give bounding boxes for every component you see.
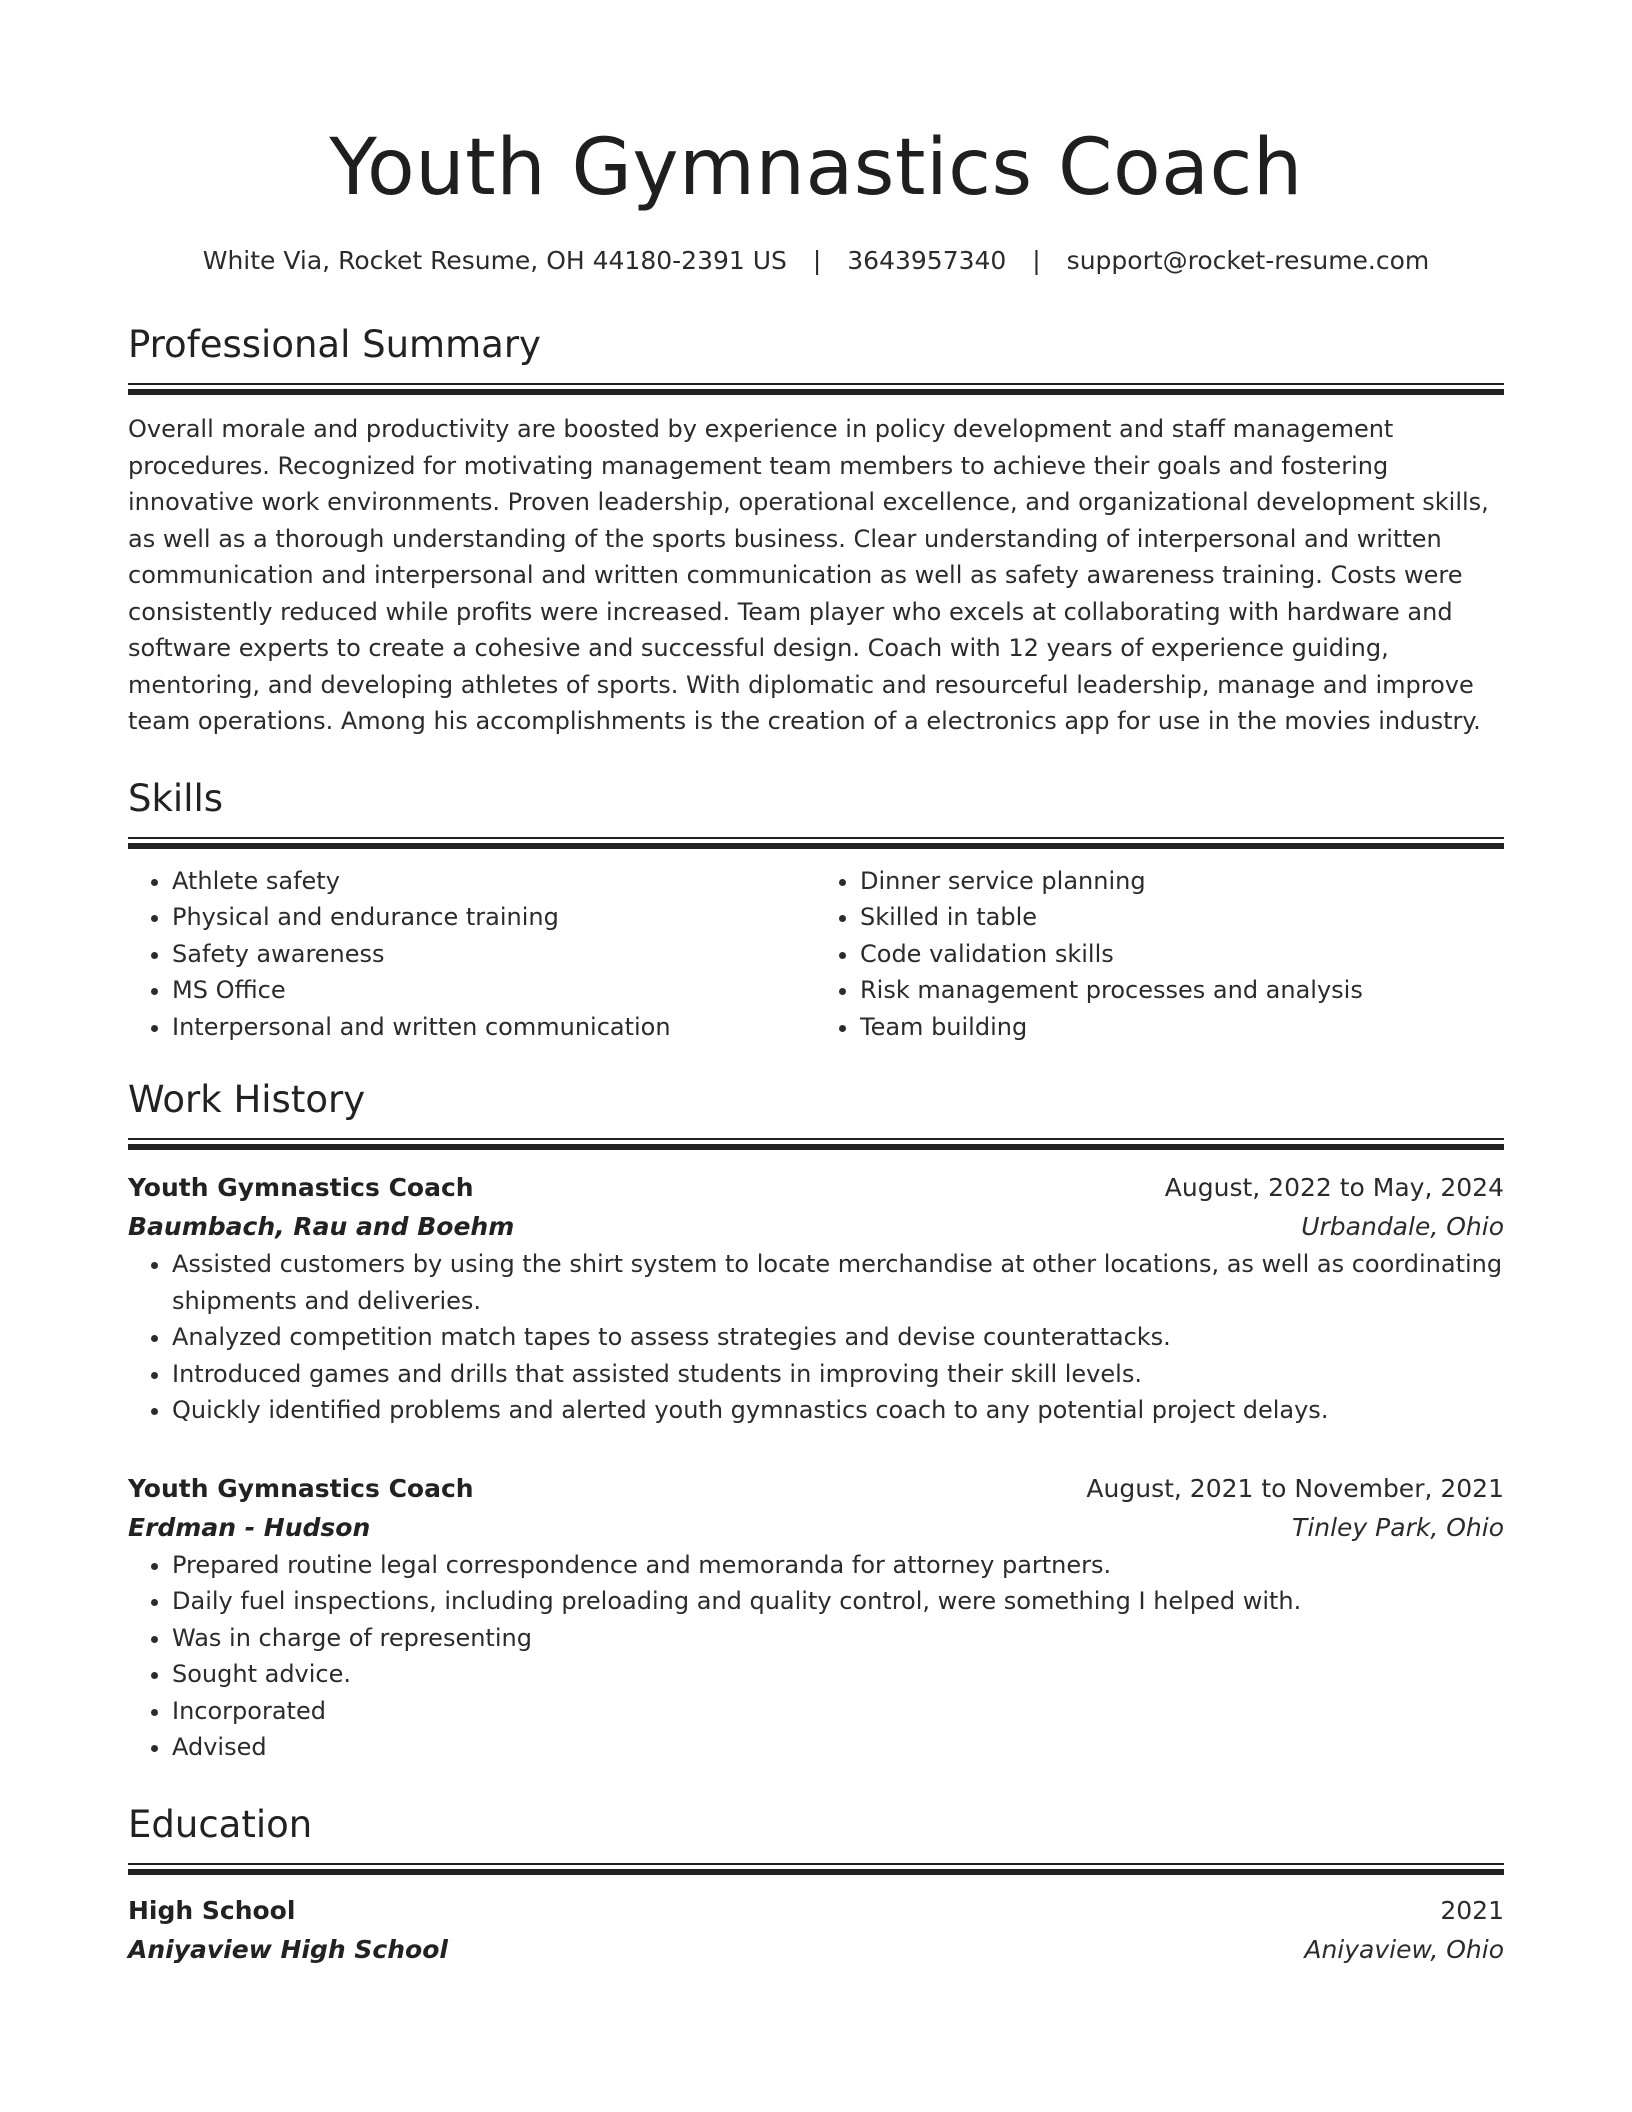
skill-item: • Athlete safety bbox=[172, 863, 816, 900]
education-heading: Education bbox=[128, 1802, 313, 1846]
job-dates: August, 2021 to November, 2021 bbox=[1086, 1473, 1504, 1503]
contact-line bbox=[128, 244, 1504, 278]
section-divider bbox=[128, 1863, 1504, 1875]
job-bullet: • Assisted customers by using the shirt system to locate merchandise at other locations, as well as coordinating shipments and deliveries. bbox=[172, 1246, 1504, 1319]
skill-item: • Team building bbox=[860, 1009, 1504, 1046]
job-employer: Baumbach, Rau and Boehm bbox=[128, 1212, 515, 1241]
education-entry bbox=[128, 1891, 1504, 1969]
education-header-row bbox=[128, 1891, 1504, 1930]
job-location: Tinley Park, Ohio bbox=[1292, 1512, 1504, 1542]
job-employer-row bbox=[128, 1508, 1504, 1547]
education-degree: High School bbox=[128, 1895, 296, 1925]
contact-separator: | bbox=[1032, 246, 1041, 275]
job-employer: Erdman - Hudson bbox=[128, 1512, 371, 1542]
summary-section bbox=[128, 320, 1504, 740]
candidate-name: Youth Gymnastics Coach bbox=[329, 123, 1303, 213]
job-bullet-list bbox=[128, 1547, 1504, 1766]
job-bullet: • Prepared routine legal correspondence and memoranda for attorney partners. bbox=[172, 1547, 1504, 1584]
job-location: Urbandale, Ohio bbox=[1301, 1212, 1504, 1241]
skills-heading: Skills bbox=[128, 776, 224, 820]
job-bullet: • Advised bbox=[172, 1729, 1504, 1766]
job-bullet: • Introduced games and drills that assisted students in improving their skill levels. bbox=[172, 1356, 1504, 1393]
skills-left-column bbox=[128, 863, 816, 1046]
job-bullet-list bbox=[128, 1246, 1504, 1429]
job-header-row bbox=[128, 1168, 1504, 1207]
contact-address: White Via, Rocket Resume, OH 44180-2391 US bbox=[202, 246, 787, 275]
skill-item: • Risk management processes and analysis bbox=[860, 972, 1504, 1009]
skill-item: • Dinner service planning bbox=[860, 863, 1504, 900]
section-divider bbox=[128, 837, 1504, 849]
section-divider bbox=[128, 383, 1504, 395]
job-bullet: • Daily fuel inspections, including preloading and quality control, were something I helped with. bbox=[172, 1583, 1504, 1620]
education-school: Aniyaview High School bbox=[128, 1934, 448, 1964]
education-year: 2021 bbox=[1440, 1895, 1504, 1925]
job-dates: August, 2022 to May, 2024 bbox=[1164, 1173, 1504, 1202]
summary-heading: Professional Summary bbox=[128, 323, 541, 366]
skill-item: • Skilled in table bbox=[860, 899, 1504, 936]
job-bullet: • Was in charge of representing bbox=[172, 1620, 1504, 1657]
education-school-row bbox=[128, 1930, 1504, 1969]
contact-email: support@rocket-resume.com bbox=[1066, 246, 1430, 275]
job-title: Youth Gymnastics Coach bbox=[128, 1473, 474, 1503]
job-header-row bbox=[128, 1469, 1504, 1508]
skills-right-column bbox=[816, 863, 1504, 1046]
education-location: Aniyaview, Ohio bbox=[1304, 1934, 1504, 1964]
job-employer-row bbox=[128, 1207, 1504, 1246]
job-bullet: • Sought advice. bbox=[172, 1656, 1504, 1693]
skills-section bbox=[128, 774, 1504, 1046]
contact-separator: | bbox=[812, 246, 822, 275]
work-history-heading: Work History bbox=[128, 1078, 366, 1121]
contact-phone: 3643957340 bbox=[847, 246, 1007, 275]
job-entry bbox=[128, 1168, 1504, 1429]
education-section bbox=[128, 1800, 1504, 1969]
skill-item: • Interpersonal and written communication bbox=[172, 1009, 816, 1046]
job-bullet: • Incorporated bbox=[172, 1693, 1504, 1730]
job-bullet: • Analyzed competition match tapes to assess strategies and devise counterattacks. bbox=[172, 1319, 1504, 1356]
section-divider bbox=[128, 1138, 1504, 1150]
job-title: Youth Gymnastics Coach bbox=[128, 1173, 474, 1202]
job-entry bbox=[128, 1469, 1504, 1766]
summary-text: Overall morale and productivity are boosted by experience in policy development and staff management procedures. Recognized for motivating management team members to achieve their goals and fostering innovative work environments. Proven leadership, operational excellence, and organizational development skills, as well as a thorough understanding of the sports business. Clear understanding of interpersonal and written communication and interpersonal and written communication as well as safety awareness training. Costs were consistently reduced while profits were increased. Team player who excels at collaborating with hardware and software experts to create a cohesive and successful design. Coach with 12 years of experience guiding, mentoring, and developing athletes of sports. With diplomatic and resourceful leadership, manage and improve team operations. Among his accomplishments is the creation of a electronics app for use in the movies industry. bbox=[128, 415, 1489, 735]
skill-item: • MS Office bbox=[172, 972, 816, 1009]
work-history-section bbox=[128, 1075, 1504, 1766]
skills-grid bbox=[128, 863, 1504, 1046]
job-bullet: • Quickly identified problems and alerted youth gymnastics coach to any potential project delays. bbox=[172, 1392, 1504, 1429]
skill-item: • Safety awareness bbox=[172, 936, 816, 973]
skill-item: • Physical and endurance training bbox=[172, 899, 816, 936]
skill-item: • Code validation skills bbox=[860, 936, 1504, 973]
